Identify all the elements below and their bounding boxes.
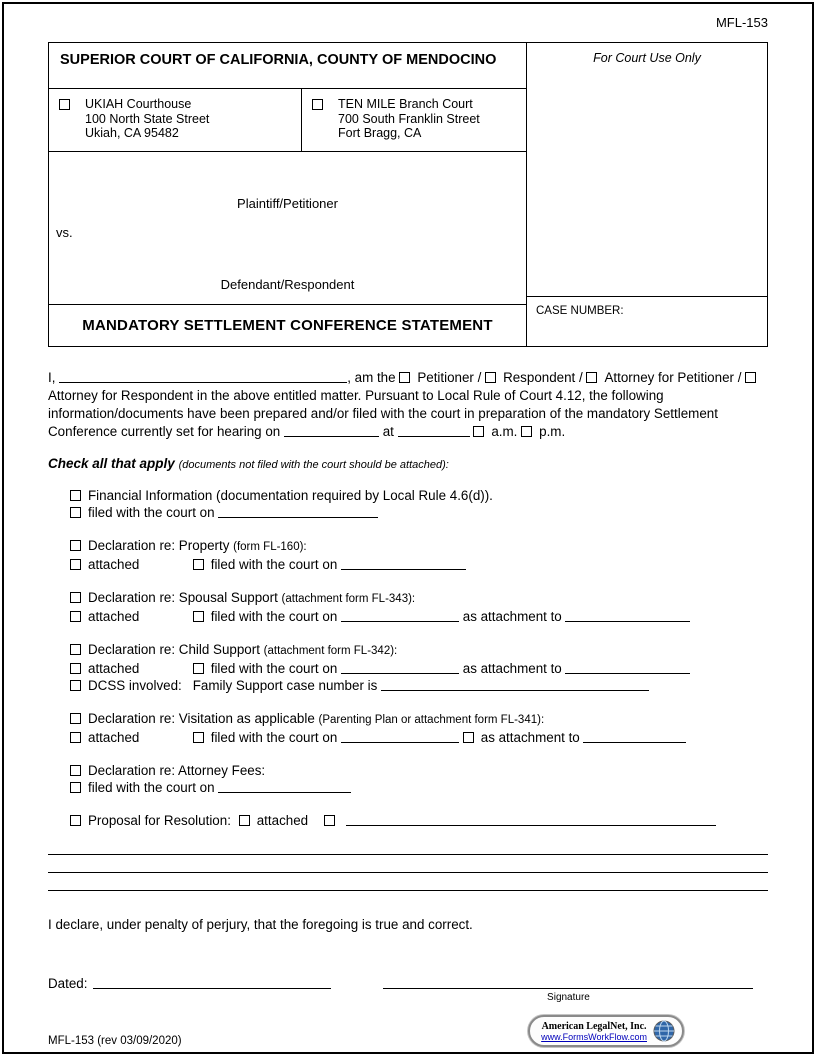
proposal-other-checkbox[interactable] <box>324 815 335 826</box>
visitation-section <box>48 710 768 746</box>
courthouse-street: 100 North State Street <box>85 111 210 126</box>
attorney-petitioner-checkbox[interactable] <box>586 372 597 383</box>
family-support-label: Family Support case number is <box>192 678 378 693</box>
caption-table <box>48 42 768 347</box>
party-caption-box[interactable] <box>49 152 526 305</box>
dated-row <box>48 976 768 1003</box>
attorney-fees-filed-label: filed with the court on <box>88 780 215 795</box>
check-all-label: Check all that apply <box>48 456 175 471</box>
defendant-label: Defendant/Respondent <box>220 277 355 292</box>
blank-writing-line-3[interactable] <box>48 873 768 891</box>
courthouse-street: 700 South Franklin Street <box>338 111 480 126</box>
proposal-checkbox[interactable] <box>70 815 81 826</box>
case-number-label: CASE NUMBER: <box>536 305 624 317</box>
attorney-fees-filed-date-blank[interactable] <box>218 780 351 793</box>
vs-label: vs. <box>56 225 73 240</box>
intro-after-name: , am the <box>347 370 396 385</box>
attorney-fees-section <box>48 762 768 796</box>
child-label: Declaration re: Child Support <box>88 642 260 657</box>
attorney-fees-filed-checkbox[interactable] <box>70 782 81 793</box>
financial-section <box>48 487 768 521</box>
proposal-section <box>48 812 768 829</box>
globe-icon <box>653 1020 675 1042</box>
blank-writing-line-1[interactable] <box>48 837 768 855</box>
child-form-ref: (attachment form FL-342): <box>263 645 398 657</box>
visitation-attachment-checkbox[interactable] <box>463 732 474 743</box>
case-number-field[interactable] <box>527 296 767 346</box>
child-attached-label: attached <box>88 661 140 676</box>
hearing-time-blank[interactable] <box>398 424 470 437</box>
spousal-filed-label: filed with the court on <box>210 609 338 624</box>
attorney-fees-label: Declaration re: Attorney Fees: <box>88 763 266 778</box>
form-page <box>48 0 768 1056</box>
child-support-section <box>48 641 768 694</box>
court-title: SUPERIOR COURT OF CALIFORNIA, COUNTY OF MENDOCINO <box>49 43 526 89</box>
visitation-attachment-label: as attachment to <box>480 730 580 745</box>
property-filed-date-blank[interactable] <box>341 557 466 570</box>
date-blank[interactable] <box>93 976 331 989</box>
visitation-filed-label: filed with the court on <box>210 730 338 745</box>
property-attached-label: attached <box>88 557 140 572</box>
spousal-attachment-label: as attachment to <box>462 609 562 624</box>
spousal-attachment-blank[interactable] <box>565 609 690 622</box>
child-filed-label: filed with the court on <box>210 661 338 676</box>
courthouse-citystate: Ukiah, CA 95482 <box>85 126 179 140</box>
dcss-label: DCSS involved: <box>88 678 182 693</box>
child-attached-checkbox[interactable] <box>70 663 81 674</box>
proposal-label: Proposal for Resolution: <box>88 813 231 828</box>
pm-label: p.m. <box>539 424 566 439</box>
intro-body: Attorney for Respondent in the above entitled matter. Pursuant to Local Rule of Court 4.12, the following information/documents have been prepared and/or filed with the court in preparation of the mandatory Settlement Conference currently set for hearing on <box>48 388 718 439</box>
property-filed-checkbox[interactable] <box>193 559 204 570</box>
pm-checkbox[interactable] <box>521 426 532 437</box>
spousal-filed-date-blank[interactable] <box>341 609 459 622</box>
party-name-blank[interactable] <box>59 370 347 383</box>
financial-filed-checkbox[interactable] <box>70 507 81 518</box>
am-label: a.m. <box>491 424 518 439</box>
proposal-other-blank[interactable] <box>346 813 716 826</box>
caption-left-column <box>49 43 527 346</box>
signature-block <box>383 976 753 1003</box>
hearing-date-blank[interactable] <box>284 424 379 437</box>
property-section <box>48 537 768 573</box>
courthouse-citystate: Fort Bragg, CA <box>338 126 422 140</box>
proposal-attached-label: attached <box>256 813 309 828</box>
role-attorney-petitioner: Attorney for Petitioner / <box>604 370 742 385</box>
attorney-respondent-checkbox[interactable] <box>745 372 756 383</box>
child-checkbox[interactable] <box>70 644 81 655</box>
child-filed-checkbox[interactable] <box>193 663 204 674</box>
writing-lines <box>48 837 768 891</box>
ukiah-courthouse-checkbox[interactable] <box>59 99 70 110</box>
courthouse-name: UKIAH Courthouse <box>85 97 192 111</box>
legalnet-name: American LegalNet, Inc. <box>541 1020 647 1032</box>
financial-checkbox[interactable] <box>70 490 81 501</box>
financial-filed-date-blank[interactable] <box>218 505 378 518</box>
proposal-attached-checkbox[interactable] <box>239 815 250 826</box>
tenmile-courthouse-cell <box>302 89 484 151</box>
perjury-declaration: I declare, under penalty of perjury, that the foregoing is true and correct. <box>48 917 473 932</box>
child-attachment-label: as attachment to <box>462 661 562 676</box>
check-all-note: (documents not filed with the court should be attached): <box>178 459 449 471</box>
form-revision: MFL-153 (rev 03/09/2020) <box>48 1035 182 1047</box>
american-legalnet-logo[interactable] <box>528 1015 684 1047</box>
visitation-checkbox[interactable] <box>70 713 81 724</box>
financial-label: Financial Information (documentation required by Local Rule 4.6(d)). <box>88 488 493 503</box>
dcss-checkbox[interactable] <box>70 680 81 691</box>
visitation-label: Declaration re: Visitation as applicable <box>88 711 315 726</box>
spousal-support-section <box>48 589 768 625</box>
formsworkflow-link[interactable]: www.FormsWorkFlow.com <box>541 1031 647 1042</box>
caption-right-column <box>527 43 767 346</box>
attorney-fees-checkbox[interactable] <box>70 765 81 776</box>
visitation-attached-checkbox[interactable] <box>70 732 81 743</box>
petitioner-checkbox[interactable] <box>399 372 410 383</box>
visitation-form-ref: (Parenting Plan or attachment form FL-341): <box>318 714 545 726</box>
signature-blank[interactable] <box>383 976 753 989</box>
intro-pre: I, <box>48 370 56 385</box>
spousal-checkbox[interactable] <box>70 592 81 603</box>
property-attached-checkbox[interactable] <box>70 559 81 570</box>
property-checkbox[interactable] <box>70 540 81 551</box>
spousal-label: Declaration re: Spousal Support <box>88 590 278 605</box>
ukiah-courthouse-cell <box>49 89 302 151</box>
property-filed-label: filed with the court on <box>210 557 338 572</box>
am-checkbox[interactable] <box>473 426 484 437</box>
form-title: MANDATORY SETTLEMENT CONFERENCE STATEMENT <box>82 317 493 334</box>
intro-at: at <box>382 424 394 439</box>
page-footer <box>48 1015 768 1047</box>
signature-label: Signature <box>547 992 590 1003</box>
child-filed-date-blank[interactable] <box>341 661 459 674</box>
visitation-filed-date-blank[interactable] <box>341 730 459 743</box>
respondent-checkbox[interactable] <box>485 372 496 383</box>
visitation-attached-label: attached <box>88 730 140 745</box>
spousal-attached-checkbox[interactable] <box>70 611 81 622</box>
dated-label: Dated: <box>48 976 88 991</box>
courthouse-name: TEN MILE Branch Court <box>338 97 473 111</box>
spousal-filed-checkbox[interactable] <box>193 611 204 622</box>
court-use-only-label: For Court Use Only <box>593 51 701 65</box>
courthouse-row <box>49 89 526 152</box>
visitation-attachment-blank[interactable] <box>583 730 686 743</box>
family-support-number-blank[interactable] <box>381 678 649 691</box>
role-petitioner: Petitioner / <box>417 370 482 385</box>
spousal-attached-label: attached <box>88 609 140 624</box>
spousal-form-ref: (attachment form FL-343): <box>281 593 416 605</box>
visitation-filed-checkbox[interactable] <box>193 732 204 743</box>
intro-paragraph <box>48 369 768 441</box>
child-attachment-blank[interactable] <box>565 661 690 674</box>
property-label: Declaration re: Property <box>88 538 230 553</box>
plaintiff-label: Plaintiff/Petitioner <box>237 196 338 211</box>
blank-writing-line-2[interactable] <box>48 855 768 873</box>
form-number: MFL-153 <box>715 15 768 30</box>
property-form-ref: (form FL-160): <box>233 541 307 553</box>
check-all-heading <box>48 456 768 471</box>
financial-filed-label: filed with the court on <box>88 505 215 520</box>
role-respondent: Respondent / <box>503 370 583 385</box>
tenmile-courthouse-checkbox[interactable] <box>312 99 323 110</box>
